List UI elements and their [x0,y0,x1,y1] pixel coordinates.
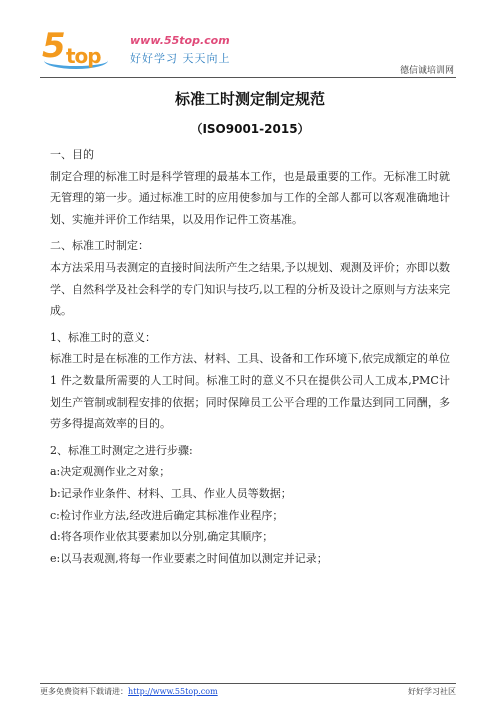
step-item: e:以马表观测,将每一作业要素之时间值加以测定并记录； [50,551,328,565]
logo-slogan: 好好学习 天天向上 [130,52,231,65]
section-heading: 一、目的 [50,148,94,161]
section-heading: 二、标准工时制定： [50,239,149,253]
section-body: 本方法采用马表测定的直接时间法所产生之结果,予以规划、观测及评价；亦即以数学、自然科学及社会科学的专门知识与技巧,以工程的分析及设计之原则与方法来完成。 [50,260,450,318]
footer-download-label: 更多免费资料下载请进： [40,687,128,696]
page-footer [40,686,456,698]
section-body: 制定合理的标准工时是科学管理的最基本工作，也是最重要的工作。无标准工时就无管理的第一步。通过标准工时的应用使参加与工作的全部人都可以客观准确地计划、实施并评价工作结果，以及用作记件工资基准。 [50,169,450,226]
footer-link[interactable]: http://www.55top.com [128,687,218,696]
step-item: c:检讨作业方法,经改进后确定其标准作业程序； [50,508,284,522]
logo-word: top [66,44,101,68]
footer-divider [40,683,456,684]
logo-digit: 5 [42,26,66,66]
step-item: a:决定观测作业之对象； [50,465,171,479]
site-logo[interactable] [42,26,242,70]
document-subtitle: （ISO9001-2015） [190,122,310,136]
step-item: d:将各项作业依其要素加以分别,确定其顺序； [50,530,274,544]
document-body [50,88,450,569]
section-heading: 2、标准工时测定之进行步骤: [50,443,193,457]
section-heading: 1、标准工时的意义： [50,330,156,344]
organization-name: 德信诚培训网 [399,66,454,76]
header-divider [40,77,456,78]
page-header [0,0,496,78]
document-title: 标准工时测定制定规范 [174,90,325,108]
logo-url: www.55top.com [130,34,230,47]
section-body: 标准工时是在标准的工作方法、材料、工具、设备和工作环境下,依完成额定的单位 1 件之数量所需要的人工时间。标准工时的意义不只在提供公司人工成本,PMC计划生产管制或制程安排的依据；同时保障员工公平合理的工作量达到同工同酬，多劳多得提高效率的目的。 [50,352,450,431]
footer-community: 好好学习社区 [408,687,456,696]
footer-download-note [40,686,218,697]
step-item: b:记录作业条件、材料、工具、作业人员等数据； [50,486,292,500]
